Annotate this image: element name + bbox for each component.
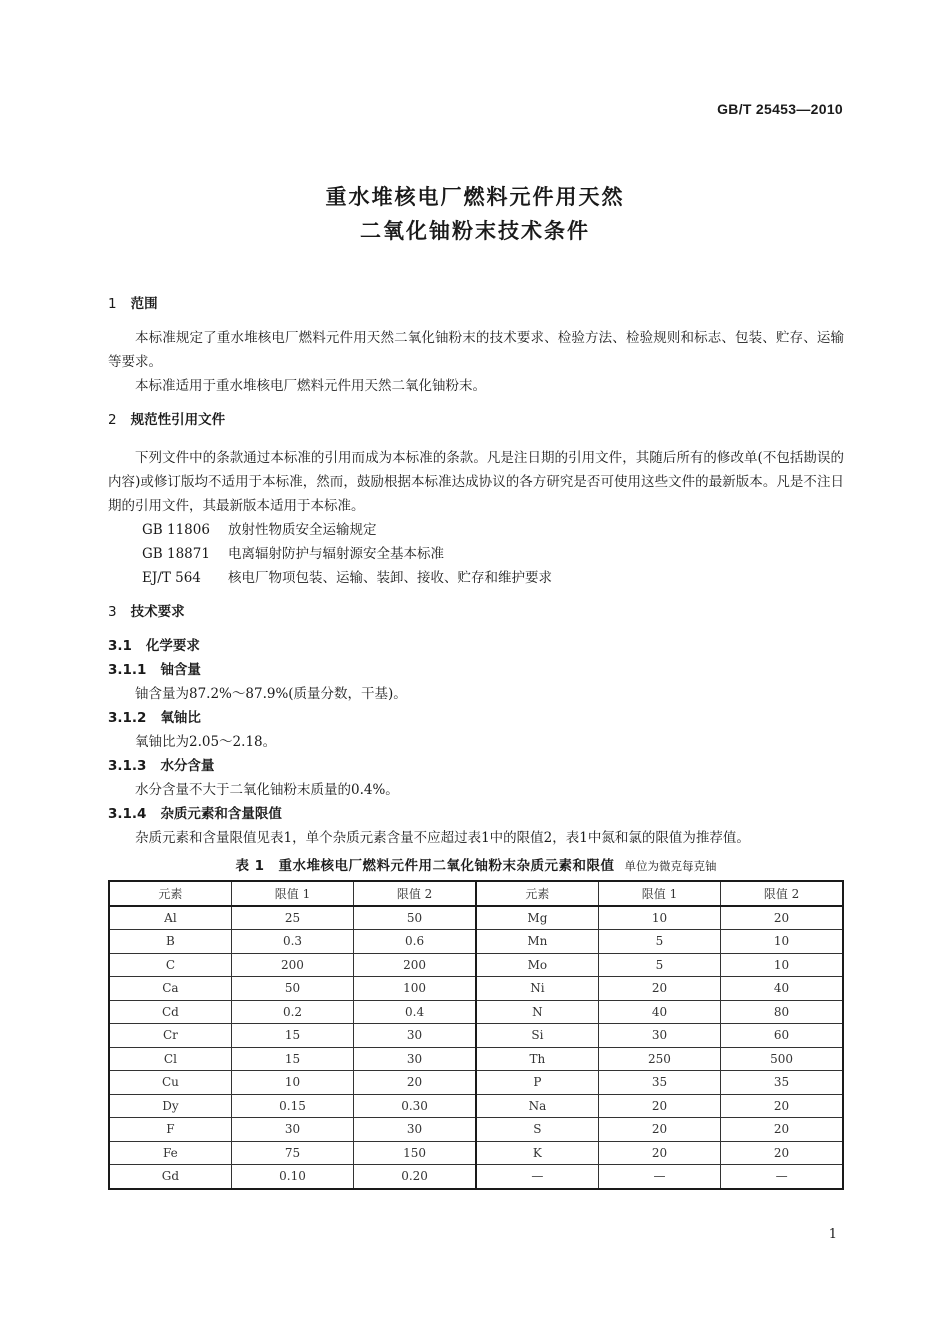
page-number: 1 — [828, 1227, 837, 1242]
table-row — [109, 906, 843, 930]
table-cell: 30 — [354, 1047, 476, 1071]
table-cell: C — [109, 953, 231, 977]
table-cell: 100 — [354, 977, 476, 1001]
table-cell: 15 — [231, 1024, 353, 1048]
table-body — [109, 906, 843, 1189]
table-cell: B — [109, 930, 231, 954]
table-cell: 40 — [598, 1000, 720, 1024]
table-cell: 25 — [231, 906, 353, 930]
section-3-1-1-heading: 3.1.1 铀含量 — [108, 662, 201, 678]
table-cell: P — [476, 1071, 598, 1095]
table-cell: 0.4 — [354, 1000, 476, 1024]
table-row — [109, 1024, 843, 1048]
table-cell: 20 — [598, 1118, 720, 1142]
table-cell: Dy — [109, 1094, 231, 1118]
table-cell: Ca — [109, 977, 231, 1001]
document-body — [108, 292, 844, 1190]
table-cell: F — [109, 1118, 231, 1142]
table-cell: 10 — [598, 906, 720, 930]
section-1-heading: 1 范围 — [108, 296, 158, 312]
table-cell: Mn — [476, 930, 598, 954]
table-cell: 200 — [231, 953, 353, 977]
table-cell: 35 — [598, 1071, 720, 1095]
table-cell: — — [598, 1165, 720, 1189]
section-3-1-4-text: 杂质元素和含量限值见表1，单个杂质元素含量不应超过表1中的限值2，表1中氮和氯的限值为推荐值。 — [135, 830, 750, 846]
table-cell: Ni — [476, 977, 598, 1001]
table-cell: 10 — [231, 1071, 353, 1095]
impurity-limits-table — [108, 880, 844, 1190]
table-cell: 40 — [721, 977, 843, 1001]
table-cell: Mg — [476, 906, 598, 930]
table-cell: Mo — [476, 953, 598, 977]
table-row — [109, 977, 843, 1001]
table-cell: Si — [476, 1024, 598, 1048]
table-cell: 20 — [721, 906, 843, 930]
table-cell: 75 — [231, 1141, 353, 1165]
table-header-row — [109, 881, 843, 906]
column-header: 限值 1 — [598, 881, 720, 906]
section-1-paragraph-1: 本标准规定了重水堆核电厂燃料元件用天然二氧化铀粉末的技术要求、检验方法、检验规则和标志、包装、贮存、运输等要求。 — [108, 330, 844, 370]
table-row — [109, 1047, 843, 1071]
title-line-1: 重水堆核电厂燃料元件用天然 — [325, 185, 625, 209]
table-cell: 20 — [598, 977, 720, 1001]
column-header: 元素 — [476, 881, 598, 906]
table-cell: 150 — [354, 1141, 476, 1165]
table-cell: — — [721, 1165, 843, 1189]
table-cell: K — [476, 1141, 598, 1165]
column-header: 限值 2 — [721, 881, 843, 906]
section-3-heading: 3 技术要求 — [108, 604, 185, 620]
table-cell: 35 — [721, 1071, 843, 1095]
section-3-1-2-heading: 3.1.2 氧铀比 — [108, 710, 201, 726]
section-3-1-3-text: 水分含量不大于二氧化铀粉末质量的0.4%。 — [135, 782, 399, 798]
column-header: 限值 2 — [354, 881, 476, 906]
table-cell: 20 — [598, 1094, 720, 1118]
section-3-1-heading: 3.1 化学要求 — [108, 638, 200, 654]
table-row — [109, 1165, 843, 1189]
table-cell: 50 — [354, 906, 476, 930]
table-1-caption: 表 1 重水堆核电厂燃料元件用二氧化铀粉末杂质元素和限值 单位为微克每克铀 — [235, 858, 717, 874]
table-cell: — — [476, 1165, 598, 1189]
table-row — [109, 1118, 843, 1142]
table-cell: 5 — [598, 953, 720, 977]
table-cell: 20 — [721, 1141, 843, 1165]
table-cell: N — [476, 1000, 598, 1024]
table-cell: 0.2 — [231, 1000, 353, 1024]
table-cell: 200 — [354, 953, 476, 977]
table-cell: 5 — [598, 930, 720, 954]
table-cell: 20 — [721, 1094, 843, 1118]
table-cell: 30 — [354, 1118, 476, 1142]
section-1-paragraph-2: 本标准适用于重水堆核电厂燃料元件用天然二氧化铀粉末。 — [135, 378, 486, 394]
document-title — [0, 180, 950, 248]
section-2-heading: 2 规范性引用文件 — [108, 412, 226, 428]
table-cell: 15 — [231, 1047, 353, 1071]
table-cell: 10 — [721, 953, 843, 977]
section-3-1-2-text: 氧铀比为2.05～2.18。 — [135, 734, 277, 750]
table-cell: 60 — [721, 1024, 843, 1048]
reference-item: GB 18871 电离辐射防护与辐射源安全基本标准 — [142, 546, 444, 562]
table-row — [109, 930, 843, 954]
table-row — [109, 1094, 843, 1118]
standard-number: GB/T 25453—2010 — [717, 101, 843, 117]
table-cell: 30 — [231, 1118, 353, 1142]
table-row — [109, 1141, 843, 1165]
table-cell: 20 — [354, 1071, 476, 1095]
table-cell: Na — [476, 1094, 598, 1118]
section-2-paragraph: 下列文件中的条款通过本标准的引用而成为本标准的条款。凡是注日期的引用文件，其随后所有的修改单(不包括勘误的内容)或修订版均不适用于本标准，然而，鼓励根据本标准达成协议的各方研究是否可使用这些文件的最新版本。凡是不注日期的引用文件，其最新版本适用于本标准。 — [108, 450, 844, 514]
reference-item: GB 11806 放射性物质安全运输规定 — [142, 522, 377, 538]
column-header: 元素 — [109, 881, 231, 906]
table-cell: 20 — [721, 1118, 843, 1142]
table-cell: Al — [109, 906, 231, 930]
table-cell: Cr — [109, 1024, 231, 1048]
reference-item: EJ/T 564 核电厂物项包装、运输、装卸、接收、贮存和维护要求 — [142, 570, 552, 586]
section-3-1-3-heading: 3.1.3 水分含量 — [108, 758, 215, 774]
table-cell: 0.3 — [231, 930, 353, 954]
table-cell: 30 — [598, 1024, 720, 1048]
table-cell: 0.15 — [231, 1094, 353, 1118]
table-cell: 80 — [721, 1000, 843, 1024]
table-row — [109, 1071, 843, 1095]
table-cell: 30 — [354, 1024, 476, 1048]
table-cell: 0.10 — [231, 1165, 353, 1189]
table-cell: S — [476, 1118, 598, 1142]
table-cell: Cl — [109, 1047, 231, 1071]
table-cell: Fe — [109, 1141, 231, 1165]
section-3-1-1-text: 铀含量为87.2%～87.9%(质量分数，干基)。 — [135, 686, 407, 702]
table-row — [109, 953, 843, 977]
table-cell: Cd — [109, 1000, 231, 1024]
title-line-2: 二氧化铀粉末技术条件 — [360, 219, 590, 243]
table-cell: 0.20 — [354, 1165, 476, 1189]
table-cell: 500 — [721, 1047, 843, 1071]
section-3-1-4-heading: 3.1.4 杂质元素和含量限值 — [108, 806, 282, 822]
column-header: 限值 1 — [231, 881, 353, 906]
table-1-unit: 单位为微克每克铀 — [624, 859, 717, 873]
table-cell: Th — [476, 1047, 598, 1071]
table-cell: 250 — [598, 1047, 720, 1071]
table-cell: 10 — [721, 930, 843, 954]
table-cell: 0.6 — [354, 930, 476, 954]
table-row — [109, 1000, 843, 1024]
table-cell: 50 — [231, 977, 353, 1001]
table-cell: 20 — [598, 1141, 720, 1165]
table-cell: Gd — [109, 1165, 231, 1189]
table-cell: Cu — [109, 1071, 231, 1095]
table-cell: 0.30 — [354, 1094, 476, 1118]
